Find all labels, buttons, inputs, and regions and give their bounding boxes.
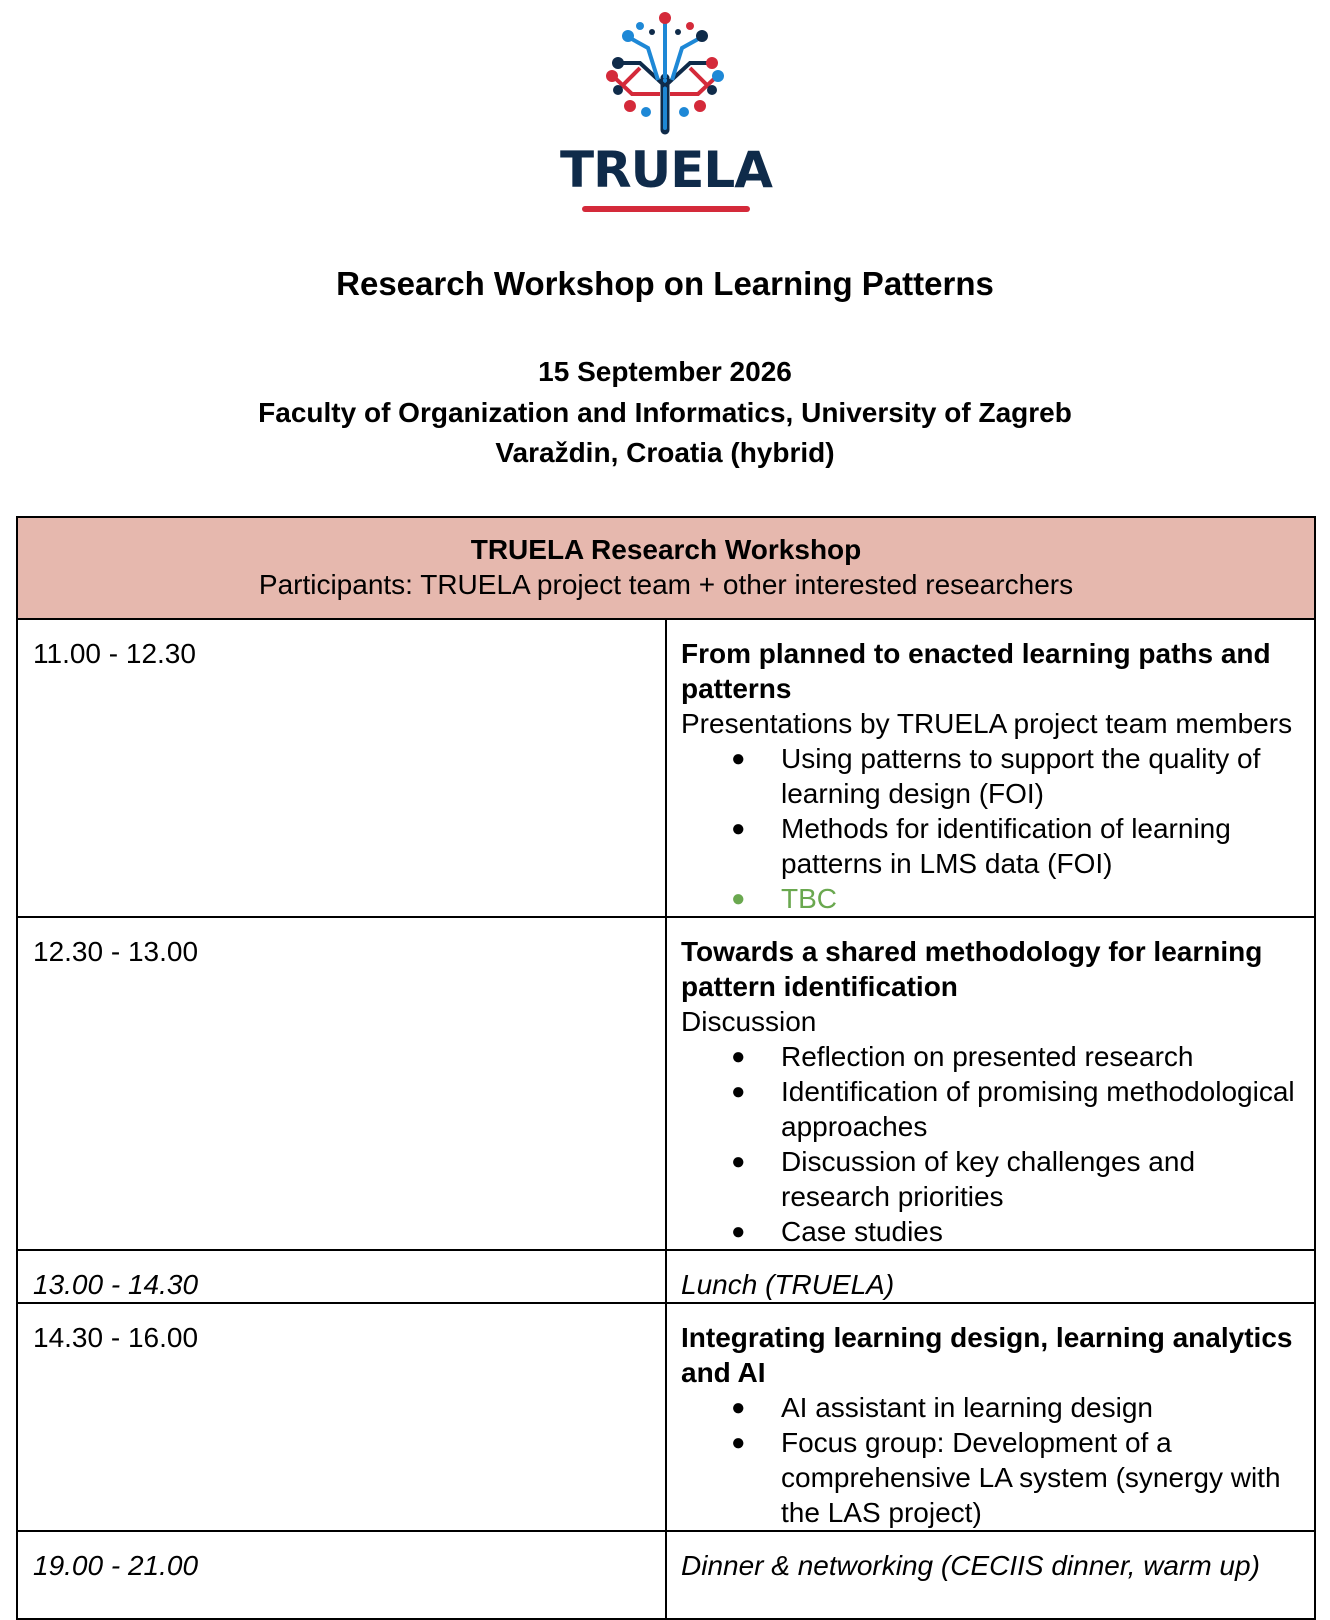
logo-underline [582, 206, 750, 212]
bullet-icon: ● [731, 815, 746, 842]
agenda-header-participants: Participants: TRUELA project team + other interested researchers [258, 569, 1074, 600]
bullet-icon: ● [731, 1394, 746, 1421]
session-time: 19.00 - 21.00 [17, 1531, 666, 1619]
bullet-icon: ● [731, 1218, 746, 1245]
bullet-icon: ● [731, 1043, 746, 1070]
table-row [17, 1250, 1315, 1303]
list-item: ● Case studies [731, 1216, 943, 1247]
bullet-icon: ● [731, 745, 746, 772]
session-content [666, 917, 1315, 1250]
list-item: ● Focus group: Development of a comprehensive LA system (synergy with the LAS project) [731, 1427, 1281, 1528]
session-items [681, 1390, 1304, 1530]
session-content [666, 619, 1315, 917]
list-item: ● Methods for identification of learning patterns in LMS data (FOI) [731, 813, 1231, 879]
session-title: Integrating learning design, learning analytics and AI [681, 1322, 1293, 1388]
session-title: From planned to enacted learning paths and patterns [681, 638, 1271, 704]
list-item: ● Reflection on presented research [731, 1041, 1194, 1072]
bullet-icon: ● [731, 1148, 746, 1175]
page-title: Research Workshop on Learning Patterns [336, 265, 994, 302]
event-location: Varaždin, Croatia (hybrid) [495, 437, 835, 468]
session-subtitle: Discussion [681, 1006, 817, 1037]
bullet-icon: ● [731, 1078, 746, 1105]
list-item: ● Using patterns to support the quality of learning design (FOI) [731, 743, 1261, 809]
logo-wordmark: TRUELA [560, 141, 772, 199]
session-items [681, 1039, 1304, 1249]
tree-network-icon [560, 8, 770, 143]
table-row [17, 619, 1315, 917]
session-time: 12.30 - 13.00 [17, 917, 666, 1250]
bullet-icon: ● [731, 1429, 746, 1456]
session-items [681, 741, 1304, 916]
list-item: ● Identification of promising methodological approaches [731, 1076, 1295, 1142]
list-item: ● AI assistant in learning design [731, 1392, 1153, 1423]
table-row [17, 1531, 1315, 1619]
event-info [0, 352, 1330, 474]
session-text: Dinner & networking (CECIIS dinner, warm up) [666, 1531, 1315, 1619]
table-row [17, 917, 1315, 1250]
session-title: Towards a shared methodology for learning pattern identification [681, 936, 1263, 1002]
session-content [666, 1303, 1315, 1531]
session-text: Lunch (TRUELA) [666, 1250, 1315, 1303]
agenda-header-title: TRUELA Research Workshop [470, 534, 862, 565]
table-row [17, 1303, 1315, 1531]
agenda-table [16, 516, 1316, 1620]
session-time: 11.00 - 12.30 [17, 619, 666, 917]
agenda-header [17, 517, 1315, 619]
event-institution: Faculty of Organization and Informatics, University of Zagreb [258, 396, 1072, 428]
session-time: 13.00 - 14.30 [17, 1250, 666, 1303]
event-date: 15 September 2026 [538, 356, 792, 387]
list-item: ● Discussion of key challenges and research priorities [731, 1146, 1196, 1212]
truela-logo [560, 8, 770, 213]
session-time: 14.30 - 16.00 [17, 1303, 666, 1531]
bullet-icon: ● [731, 885, 746, 912]
list-item-tbc: ● TBC [731, 883, 837, 914]
session-subtitle: Presentations by TRUELA project team members [681, 708, 1293, 739]
